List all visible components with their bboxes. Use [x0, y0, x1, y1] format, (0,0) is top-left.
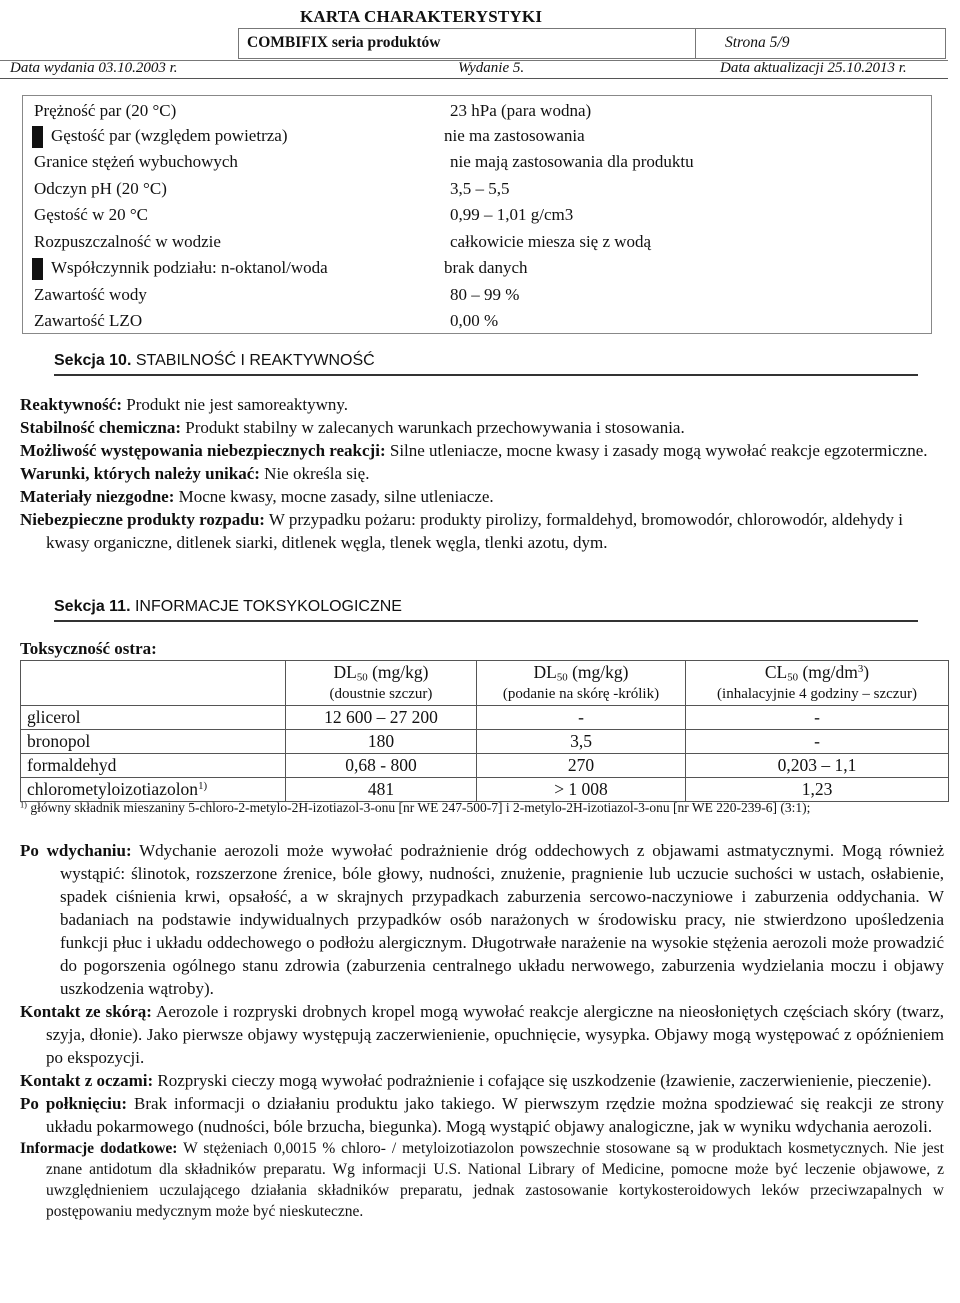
table-row: formaldehyd 0,68 - 800 270 0,203 – 1,1: [21, 754, 949, 778]
document-title: KARTA CHARAKTERYSTYKI: [300, 7, 543, 26]
chemical-stability: Stabilność chemiczna: Produkt stabilny w zalecanych warunkach przechowywania i stosowania.: [20, 418, 685, 437]
property-row: Zawartość LZO 0,00 %: [34, 311, 499, 330]
table-row: chlorometyloizotiazolon$^{1)}$ 481 > 1 008 1,23: [21, 778, 949, 802]
physical-properties-box: [22, 95, 932, 334]
table-row: bronopol 180 3,5 -: [21, 730, 949, 754]
eye-contact-effects: Kontakt z oczami: Rozpryski cieczy mogą wywołać podrażnienie i cofające się uszkodzenie (łzawienie, zaczerwienienie, pieczenie).: [20, 1071, 932, 1090]
change-marker: [32, 126, 43, 148]
page-number: Strona 5/9: [725, 34, 790, 51]
product-name: COMBIFIX seria produktów: [247, 34, 441, 51]
reactivity: Reaktywność: Produkt nie jest samoreaktywny.: [20, 395, 348, 414]
section-10-content: [20, 393, 940, 554]
toxicity-table: [20, 660, 949, 802]
additional-information: Informacje dodatkowe: W stężeniach 0,0015 % chloro- / metyloizotiazolon powszechnie stosowane są w produktach kosmetycznych. Nie jest znane antidotum dla składników preparatu. Wg informacji U.S. National Library of Medicine, pomocne może być leczenie objawowe, z uwzględnieniem uczulającego działania składników preparatu, jednak zastosowanie kortykosteroidowych leków przeciwzapalnych w postępowaniu medycznym może być nieskuteczne.: [20, 1140, 944, 1220]
skin-contact-effects: Kontakt ze skórą: Aerozole i rozpryski drobnych kropel mogą wywołać reakcje alergiczne na nieosłoniętych częściach skóry (twarz, szyja, dłonie). Jako pierwsze objawy występują zaczerwienienie, opuchnięcie, wysypka. Objawy mogą występować z opóźnieniem po ekspozycji.: [20, 1002, 945, 1067]
incompatible-materials: Materiały niezgodne: Mocne kwasy, mocne zasady, silne utleniacze.: [20, 487, 494, 506]
ingestion-effects: Po połknięciu: Brak informacji o działaniu produktu jako takiego. W pierwszym rzędzie można spodziewać się reakcji ze strony układu pokarmowego (nudności, bóle brzucha, biegunka). Mogą wystąpić objawy analogiczne, jak w wyniku wdychania aerozoli.: [20, 1094, 945, 1136]
table-row: glicerol 12 600 – 27 200 - -: [21, 706, 949, 730]
acute-toxicity-label: Toksyczność ostra:: [20, 639, 157, 658]
table-footnote: $^{1)}$ główny składnik mieszaniny 5-chloro-2-metylo-2H-izotiazol-3-onu [nr WE 247-500-7] i 2-metylo-2H-izotiazol-3-onu [nr WE 220-239-6] (3:1);: [20, 800, 811, 815]
property-row: Odczyn pH (20 °C) 3,5 – 5,5: [34, 179, 510, 198]
property-row: Gęstość w 20 °C 0,99 – 1,01 g/cm3: [34, 205, 574, 224]
update-date: Data aktualizacji 25.10.2013 r.: [720, 60, 907, 76]
property-row: Granice stężeń wybuchowych nie mają zastosowania dla produktu: [34, 152, 694, 171]
header-dermal: $DL_{50}$ (mg/kg) (podanie na skórę -królik): [477, 661, 686, 706]
inhalation-effects: Po wdychaniu: Wdychanie aerozoli może wywołać podrażnienie dróg oddechowych z objawami astmatycznymi. Mogą również wystąpić: ślinotok, rozszerzone źrenice, bóle głowy, nudności, znużenie, pragnienie lub uczucie suchości w ustach, osłabienie, spadek ciśnienia krwi, opsałość, a w skrajnych przypadkach zaburzenia sercowo-naczyniowe i zaburzenia oddychania. W badaniach na podstawie indywidualnych przypadków osób narażonych w środowisku pracy, nie stwierdzono upośledzenia funkcji płuc i układu oddechowego o podłożu alergicznym. Długotrwałe narażenie na wysokie stężenia aerozoli może prowadzić do pogorszenia ogólnego stanu zdrowia (zaburzenia centralnego układu nerwowego, zaburzenia wydzielania moczu i objawy uszkodzenia wątroby).: [20, 841, 944, 998]
issue-date: Data wydania 03.10.2003 r.: [10, 60, 178, 76]
conditions-to-avoid: Warunki, których należy unikać: Nie określa się.: [20, 464, 370, 483]
decomposition-products: Niebezpieczne produkty rozpadu: W przypadku pożaru: produkty pirolizy, formaldehyd, bromowodór, chlorowodór, aldehydy i kwasy organiczne, ditlenek siarki, ditlenek węgla, tlenek węgla, tlenki azotu, dym.: [20, 510, 903, 552]
section-11-heading: Sekcja 11. INFORMACJE TOKSYKOLOGICZNE: [54, 598, 402, 615]
property-row: Zawartość wody 80 – 99 %: [34, 285, 520, 304]
section-10-heading: Sekcja 10. STABILNOŚĆ I REAKTYWNOŚĆ: [54, 352, 375, 369]
header-oral: $DL_{50}$ (mg/kg) (doustnie szczur): [286, 661, 477, 706]
property-row: Współczynnik podziału: n-oktanol/woda brak danych: [23, 255, 931, 281]
property-row: Prężność par (20 °C) 23 hPa (para wodna): [34, 101, 592, 120]
property-row: Rozpuszczalność w wodzie całkowicie miesza się z wodą: [34, 232, 652, 251]
header-inhalation: $CL_{50}$ $(mg/dm^3)$ (inhalacyjnie 4 godziny – szczur): [686, 661, 949, 706]
property-row: Gęstość par (względem powietrza) nie ma zastosowania: [23, 123, 931, 149]
document-header: [0, 0, 960, 78]
section-11-paragraphs: [20, 839, 944, 1222]
change-marker: [32, 258, 43, 280]
edition: Wydanie 5.: [458, 60, 525, 76]
hazardous-reactions: Możliwość występowania niebezpiecznych reakcji: Silne utleniacze, mocne kwasy i zasady mogą wywołać reakcje egzotermiczne.: [20, 441, 928, 460]
table-header-row: [21, 661, 949, 706]
